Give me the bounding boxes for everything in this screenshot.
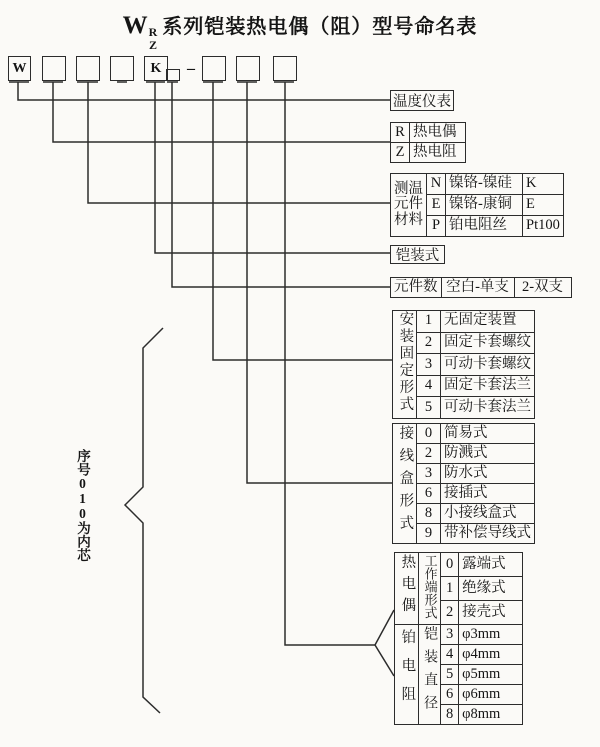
element-code: N bbox=[427, 174, 446, 195]
temp-instrument-label: 温度仪表 bbox=[390, 90, 454, 111]
diameter-value: φ3mm bbox=[459, 625, 523, 645]
element-count-label: 元件数 bbox=[391, 278, 442, 298]
mounting-form-table bbox=[392, 310, 535, 419]
mounting-code: 2 bbox=[417, 332, 441, 354]
model-separator-dash: – bbox=[187, 60, 195, 77]
diameter-code: 5 bbox=[441, 665, 459, 685]
element-type: Pt100 bbox=[523, 216, 564, 237]
mounting-form-label: 安装固定形式 bbox=[393, 311, 417, 419]
junction-box-table bbox=[392, 423, 535, 544]
line-sensor-category bbox=[53, 82, 391, 142]
category-code: Z bbox=[391, 143, 410, 163]
line-temp-instrument bbox=[18, 82, 391, 100]
element-name: 铂电阻丝 bbox=[446, 216, 523, 237]
armored-type-label: 铠装式 bbox=[390, 245, 445, 264]
diameter-code: 4 bbox=[441, 645, 459, 665]
table-row bbox=[395, 625, 523, 645]
model-box-5-k: K bbox=[144, 56, 168, 81]
category-code: R bbox=[391, 123, 410, 143]
junction-code: 6 bbox=[417, 484, 441, 504]
line-armored-type bbox=[155, 82, 391, 253]
mounting-name: 可动卡套法兰 bbox=[441, 397, 535, 419]
junction-code: 8 bbox=[417, 504, 441, 524]
junction-name: 接插式 bbox=[441, 484, 535, 504]
tip-code: 2 bbox=[441, 601, 459, 625]
table-row bbox=[391, 143, 466, 163]
working-end-form-label: 工作端形式 bbox=[419, 553, 441, 625]
table-row bbox=[391, 123, 466, 143]
element-code: E bbox=[427, 195, 446, 216]
line-element-count bbox=[172, 82, 391, 287]
title-sup-r: R bbox=[148, 25, 158, 39]
table-row bbox=[393, 311, 535, 333]
thermocouple-group-label: 热电偶 bbox=[395, 553, 419, 625]
junction-name: 简易式 bbox=[441, 424, 535, 444]
tip-code: 1 bbox=[441, 577, 459, 601]
model-box-element-count bbox=[166, 69, 180, 81]
element-count-double: 2-双支 bbox=[514, 278, 571, 298]
mounting-name: 可动卡套螺纹 bbox=[441, 354, 535, 376]
tip-name: 露端式 bbox=[459, 553, 523, 577]
line-tip-table bbox=[285, 82, 375, 645]
tip-name: 绝缘式 bbox=[459, 577, 523, 601]
model-box-4 bbox=[110, 56, 134, 81]
diameter-value: φ8mm bbox=[459, 705, 523, 725]
table-row bbox=[391, 174, 564, 195]
diameter-code: 8 bbox=[441, 705, 459, 725]
element-type: E bbox=[523, 195, 564, 216]
table-row bbox=[393, 424, 535, 444]
page-title bbox=[0, 10, 600, 51]
sensor-category-table bbox=[390, 122, 466, 163]
element-type: K bbox=[523, 174, 564, 195]
model-box-6 bbox=[202, 56, 226, 81]
element-code: P bbox=[427, 216, 446, 237]
mounting-code: 3 bbox=[417, 354, 441, 376]
model-box-1-w: W bbox=[8, 56, 31, 81]
mounting-name: 无固定装置 bbox=[441, 311, 535, 333]
model-box-7 bbox=[236, 56, 260, 81]
diameter-value: φ5mm bbox=[459, 665, 523, 685]
model-box-3 bbox=[76, 56, 100, 81]
tip-name: 接壳式 bbox=[459, 601, 523, 625]
title-sub-z: Z bbox=[148, 37, 157, 52]
tip-diameter-table bbox=[394, 552, 523, 725]
element-material-label: 测温 元件 材料 bbox=[391, 174, 427, 237]
junction-code: 3 bbox=[417, 464, 441, 484]
title-rz-stack bbox=[149, 26, 158, 51]
diameter-value: φ6mm bbox=[459, 685, 523, 705]
line-mounting-form bbox=[213, 82, 393, 360]
junction-name: 带补偿导线式 bbox=[441, 524, 535, 544]
diameter-code: 6 bbox=[441, 685, 459, 705]
table-row bbox=[395, 553, 523, 577]
element-count-single: 空白-单支 bbox=[441, 278, 514, 298]
model-box-8 bbox=[273, 56, 297, 81]
diameter-code: 3 bbox=[441, 625, 459, 645]
serial-brace bbox=[125, 328, 163, 713]
mounting-name: 固定卡套法兰 bbox=[441, 375, 535, 397]
mounting-name: 固定卡套螺纹 bbox=[441, 332, 535, 354]
junction-box-label: 接线盒形式 bbox=[393, 424, 417, 544]
mounting-code: 5 bbox=[417, 397, 441, 419]
table-row bbox=[391, 278, 572, 298]
element-material-table bbox=[390, 173, 564, 237]
junction-code: 2 bbox=[417, 444, 441, 464]
title-rest: 系列铠装热电偶（阻）型号命名表 bbox=[162, 16, 478, 38]
mounting-code: 4 bbox=[417, 375, 441, 397]
category-name: 热电阻 bbox=[410, 143, 466, 163]
element-count-table bbox=[390, 277, 572, 298]
diameter-value: φ4mm bbox=[459, 645, 523, 665]
junction-code: 0 bbox=[417, 424, 441, 444]
model-box-2 bbox=[42, 56, 66, 81]
junction-name: 防水式 bbox=[441, 464, 535, 484]
junction-code: 9 bbox=[417, 524, 441, 544]
junction-name: 小接线盒式 bbox=[441, 504, 535, 524]
element-name: 镍铬-镍硅 bbox=[446, 174, 523, 195]
fork-tip-table bbox=[375, 610, 394, 676]
title-w: W bbox=[122, 12, 148, 39]
element-name: 镍铬-康铜 bbox=[446, 195, 523, 216]
tip-code: 0 bbox=[441, 553, 459, 577]
mounting-code: 1 bbox=[417, 311, 441, 333]
category-name: 热电偶 bbox=[410, 123, 466, 143]
sheath-diameter-label: 铠装直径 bbox=[419, 625, 441, 725]
rtd-group-label: 铂电阻 bbox=[395, 625, 419, 725]
junction-name: 防溅式 bbox=[441, 444, 535, 464]
serial-note: 序号010为内芯 bbox=[75, 449, 90, 562]
